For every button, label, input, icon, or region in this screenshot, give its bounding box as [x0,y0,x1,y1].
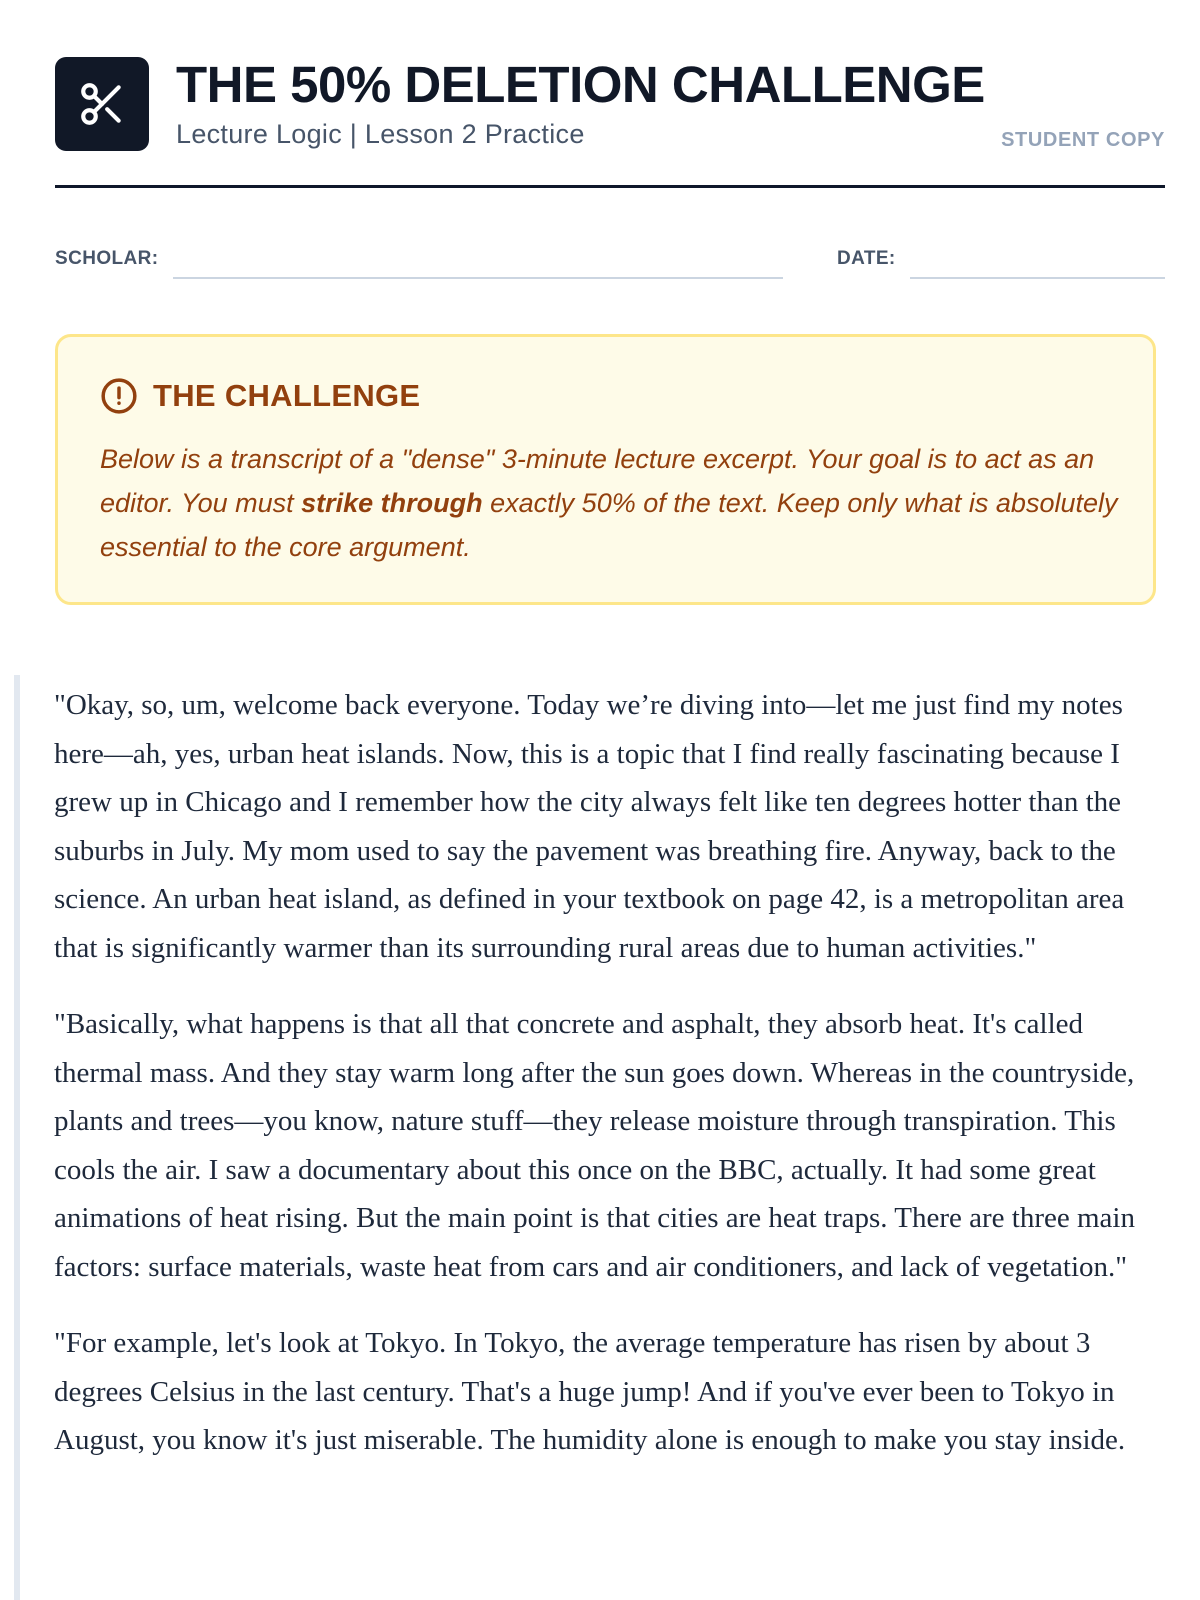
scholar-field[interactable] [173,277,783,279]
challenge-instructions [100,437,1120,569]
instructions-text: Below is a transcript of a "dense" 3-minute lecture excerpt. Your goal is to act as an editor. You must [100,444,1095,518]
challenge-header [100,377,420,415]
alert-circle-icon [100,377,138,415]
scholar-label: SCHOLAR: [55,248,159,269]
instructions-text-end: exactly 50% of the text. Keep only what is absolutely essential to the core argument. [100,488,1118,562]
transcript-paragraph[interactable]: "For example, let's look at Tokyo. In Tokyo, the average temperature has risen by about 3 degrees Celsius in the last century. That's a huge jump! And if you've ever been to Tokyo in August, you know it's just miserable. The humidity alone is enough to make you stay inside. [54,1327,1126,1456]
logo-badge [55,57,149,151]
date-label: DATE: [837,248,896,269]
challenge-box [55,334,1156,605]
challenge-title: THE CHALLENGE [153,378,421,413]
worksheet-header [55,57,1165,188]
transcript-paragraph[interactable]: "Basically, what happens is that all that concrete and asphalt, they absorb heat. It's called thermal mass. And they stay warm long after the sun goes down. Whereas in the countryside, plants and trees—you know, nature stuff—they release moisture through transpiration. This cools the air. I saw a documentary about this once on the BBC, actually. It had some great animations of heat rising. But the main point is that cities are heat traps. There are three main factors: surface materials, waste heat from cars and air conditioners, and lack of vegetation." [54,1008,1135,1283]
student-copy-label: STUDENT COPY [1001,129,1165,151]
lecture-transcript [14,675,1164,1600]
scissors-icon [77,79,127,129]
page-title: THE 50% DELETION CHALLENGE [176,56,985,113]
instructions-emphasis: strike through [301,488,483,518]
date-field[interactable] [910,277,1165,279]
transcript-paragraph[interactable]: "Okay, so, um, welcome back everyone. Today we’re diving into—let me just find my notes here—ah, yes, urban heat islands. Now, this is a topic that I find really fascinating because I grew up in Chicago and I remember how the city always felt like ten degrees hotter than the suburbs in July. My mom used to say the pavement was breathing fire. Anyway, back to the science. An urban heat island, as defined in your textbook on page 42, is a metropolitan area that is significantly warmer than its surrounding rural areas due to human activities." [54,689,1125,964]
page-subtitle: Lecture Logic | Lesson 2 Practice [176,119,585,149]
